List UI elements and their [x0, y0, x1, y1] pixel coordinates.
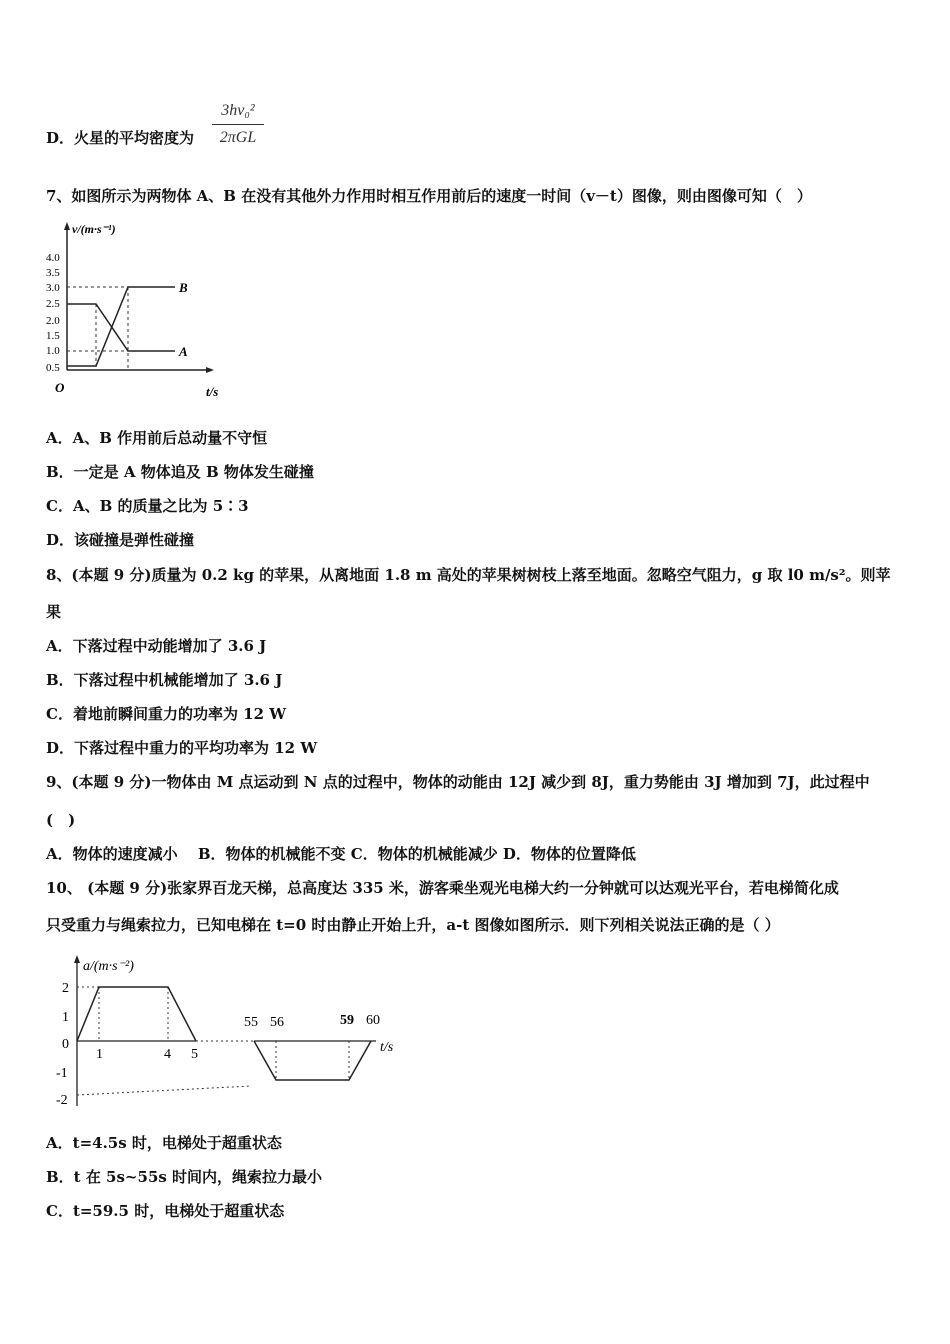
at-ytick: -2 — [56, 1093, 68, 1108]
density-formula — [208, 100, 268, 149]
at-guide-neg2 — [77, 1086, 251, 1095]
at-xtick: 55 — [244, 1015, 258, 1030]
at-ytick: 0 — [62, 1037, 69, 1052]
at-chart — [46, 950, 416, 1120]
at-ytick: -1 — [56, 1066, 68, 1081]
vt-y-arrow — [64, 222, 70, 230]
vt-ytick: 2.0 — [46, 315, 60, 327]
q7-option-d: D．该碰撞是弹性碰撞 — [46, 531, 195, 549]
at-ytick: 1 — [62, 1010, 69, 1025]
at-xtick: 5 — [191, 1047, 198, 1062]
vt-x-arrow — [206, 367, 214, 373]
q10-stem-line2: 只受重力与绳索拉力，已知电梯在 t=0 时由静止开始上升，a-t 图像如图所示．则下列相关说法正确的是（ ） — [46, 916, 780, 934]
vt-ytick: 1.5 — [46, 330, 60, 342]
q8-option-a: A．下落过程中动能增加了 3.6 J — [46, 637, 267, 655]
q9-stem-line1: 9、(本题 9 分)一物体由 M 点运动到 N 点的过程中，物体的动能由 12J 减少到 8J，重力势能由 3J 增加到 7J，此过程中 — [46, 773, 870, 791]
formula-denominator: 2πGL — [219, 129, 257, 146]
vt-ytick: 3.5 — [46, 267, 60, 279]
q8-option-b: B．下落过程中机械能增加了 3.6 J — [46, 671, 283, 689]
at-ylabel: a/(m·s⁻²) — [83, 959, 134, 974]
q7-option-b: B．一定是 A 物体追及 B 物体发生碰撞 — [46, 463, 314, 481]
vt-ytick: 3.0 — [46, 282, 60, 294]
vt-label-A: A — [179, 344, 188, 359]
vt-chart — [40, 218, 240, 404]
q7-stem: 7、如图所示为两物体 A、B 在没有其他外力作用时相互作用前后的速度一时间（v－t）图像，则由图像可知（ ） — [46, 187, 812, 205]
vt-ytick: 0.5 — [46, 362, 60, 374]
vt-ytick: 2.5 — [46, 298, 60, 310]
vt-origin: O — [55, 380, 65, 395]
at-xtick: 59 — [340, 1013, 354, 1028]
q10-option-c: C．t=59.5 时，电梯处于超重状态 — [46, 1202, 285, 1220]
at-curve-rise — [77, 987, 196, 1041]
q8-stem-line2: 果 — [46, 603, 62, 621]
q6-option-d: D．火星的平均密度为 — [46, 129, 195, 147]
vt-ytick: 1.0 — [46, 345, 60, 357]
q10-option-b: B．t 在 5s~55s 时间内，绳索拉力最小 — [46, 1168, 323, 1186]
vt-label-B: B — [179, 280, 188, 295]
vt-xlabel: t/s — [206, 384, 219, 399]
at-y-arrow — [74, 955, 80, 963]
q8-option-c: C．着地前瞬间重力的功率为 12 W — [46, 705, 287, 723]
q9-stem-line2: ( ) — [46, 811, 76, 829]
vt-line-A — [67, 304, 175, 351]
q8-option-d: D．下落过程中重力的平均功率为 12 W — [46, 739, 318, 757]
vt-ylabel: v/(m·s⁻¹) — [72, 222, 116, 236]
q8-stem-line1: 8、(本题 9 分)质量为 0.2 kg 的苹果，从离地面 1.8 m 高处的苹果树树枝上落至地面。忽略空气阻力，g 取 l0 m/s²。则苹 — [46, 566, 891, 584]
fraction-bar — [212, 124, 264, 125]
vt-ytick: 4.0 — [46, 252, 60, 264]
q10-stem-line1: 10、 (本题 9 分)张家界百龙天梯，总高度达 335 米，游客乘坐观光电梯大约一分钟就可以达观光平台，若电梯简化成 — [46, 879, 839, 897]
at-xtick: 56 — [270, 1015, 284, 1030]
at-xtick: 4 — [164, 1047, 171, 1062]
at-curve-fall — [254, 1041, 371, 1080]
q7-option-a: A．A、B 作用前后总动量不守恒 — [46, 429, 268, 447]
at-xtick: 1 — [96, 1047, 103, 1062]
formula-numerator: 3hv₀² — [221, 102, 255, 119]
q7-option-c: C．A、B 的质量之比为 5∶3 — [46, 497, 249, 515]
q9-options: A．物体的速度减小 B．物体的机械能不变 C．物体的机械能减少 D．物体的位置降低 — [46, 845, 636, 863]
vt-line-B — [67, 287, 175, 366]
at-ytick: 2 — [62, 981, 69, 996]
at-xlabel: t/s — [380, 1040, 394, 1055]
at-xtick: 60 — [366, 1013, 380, 1028]
q10-option-a: A．t=4.5s 时，电梯处于超重状态 — [46, 1134, 282, 1152]
